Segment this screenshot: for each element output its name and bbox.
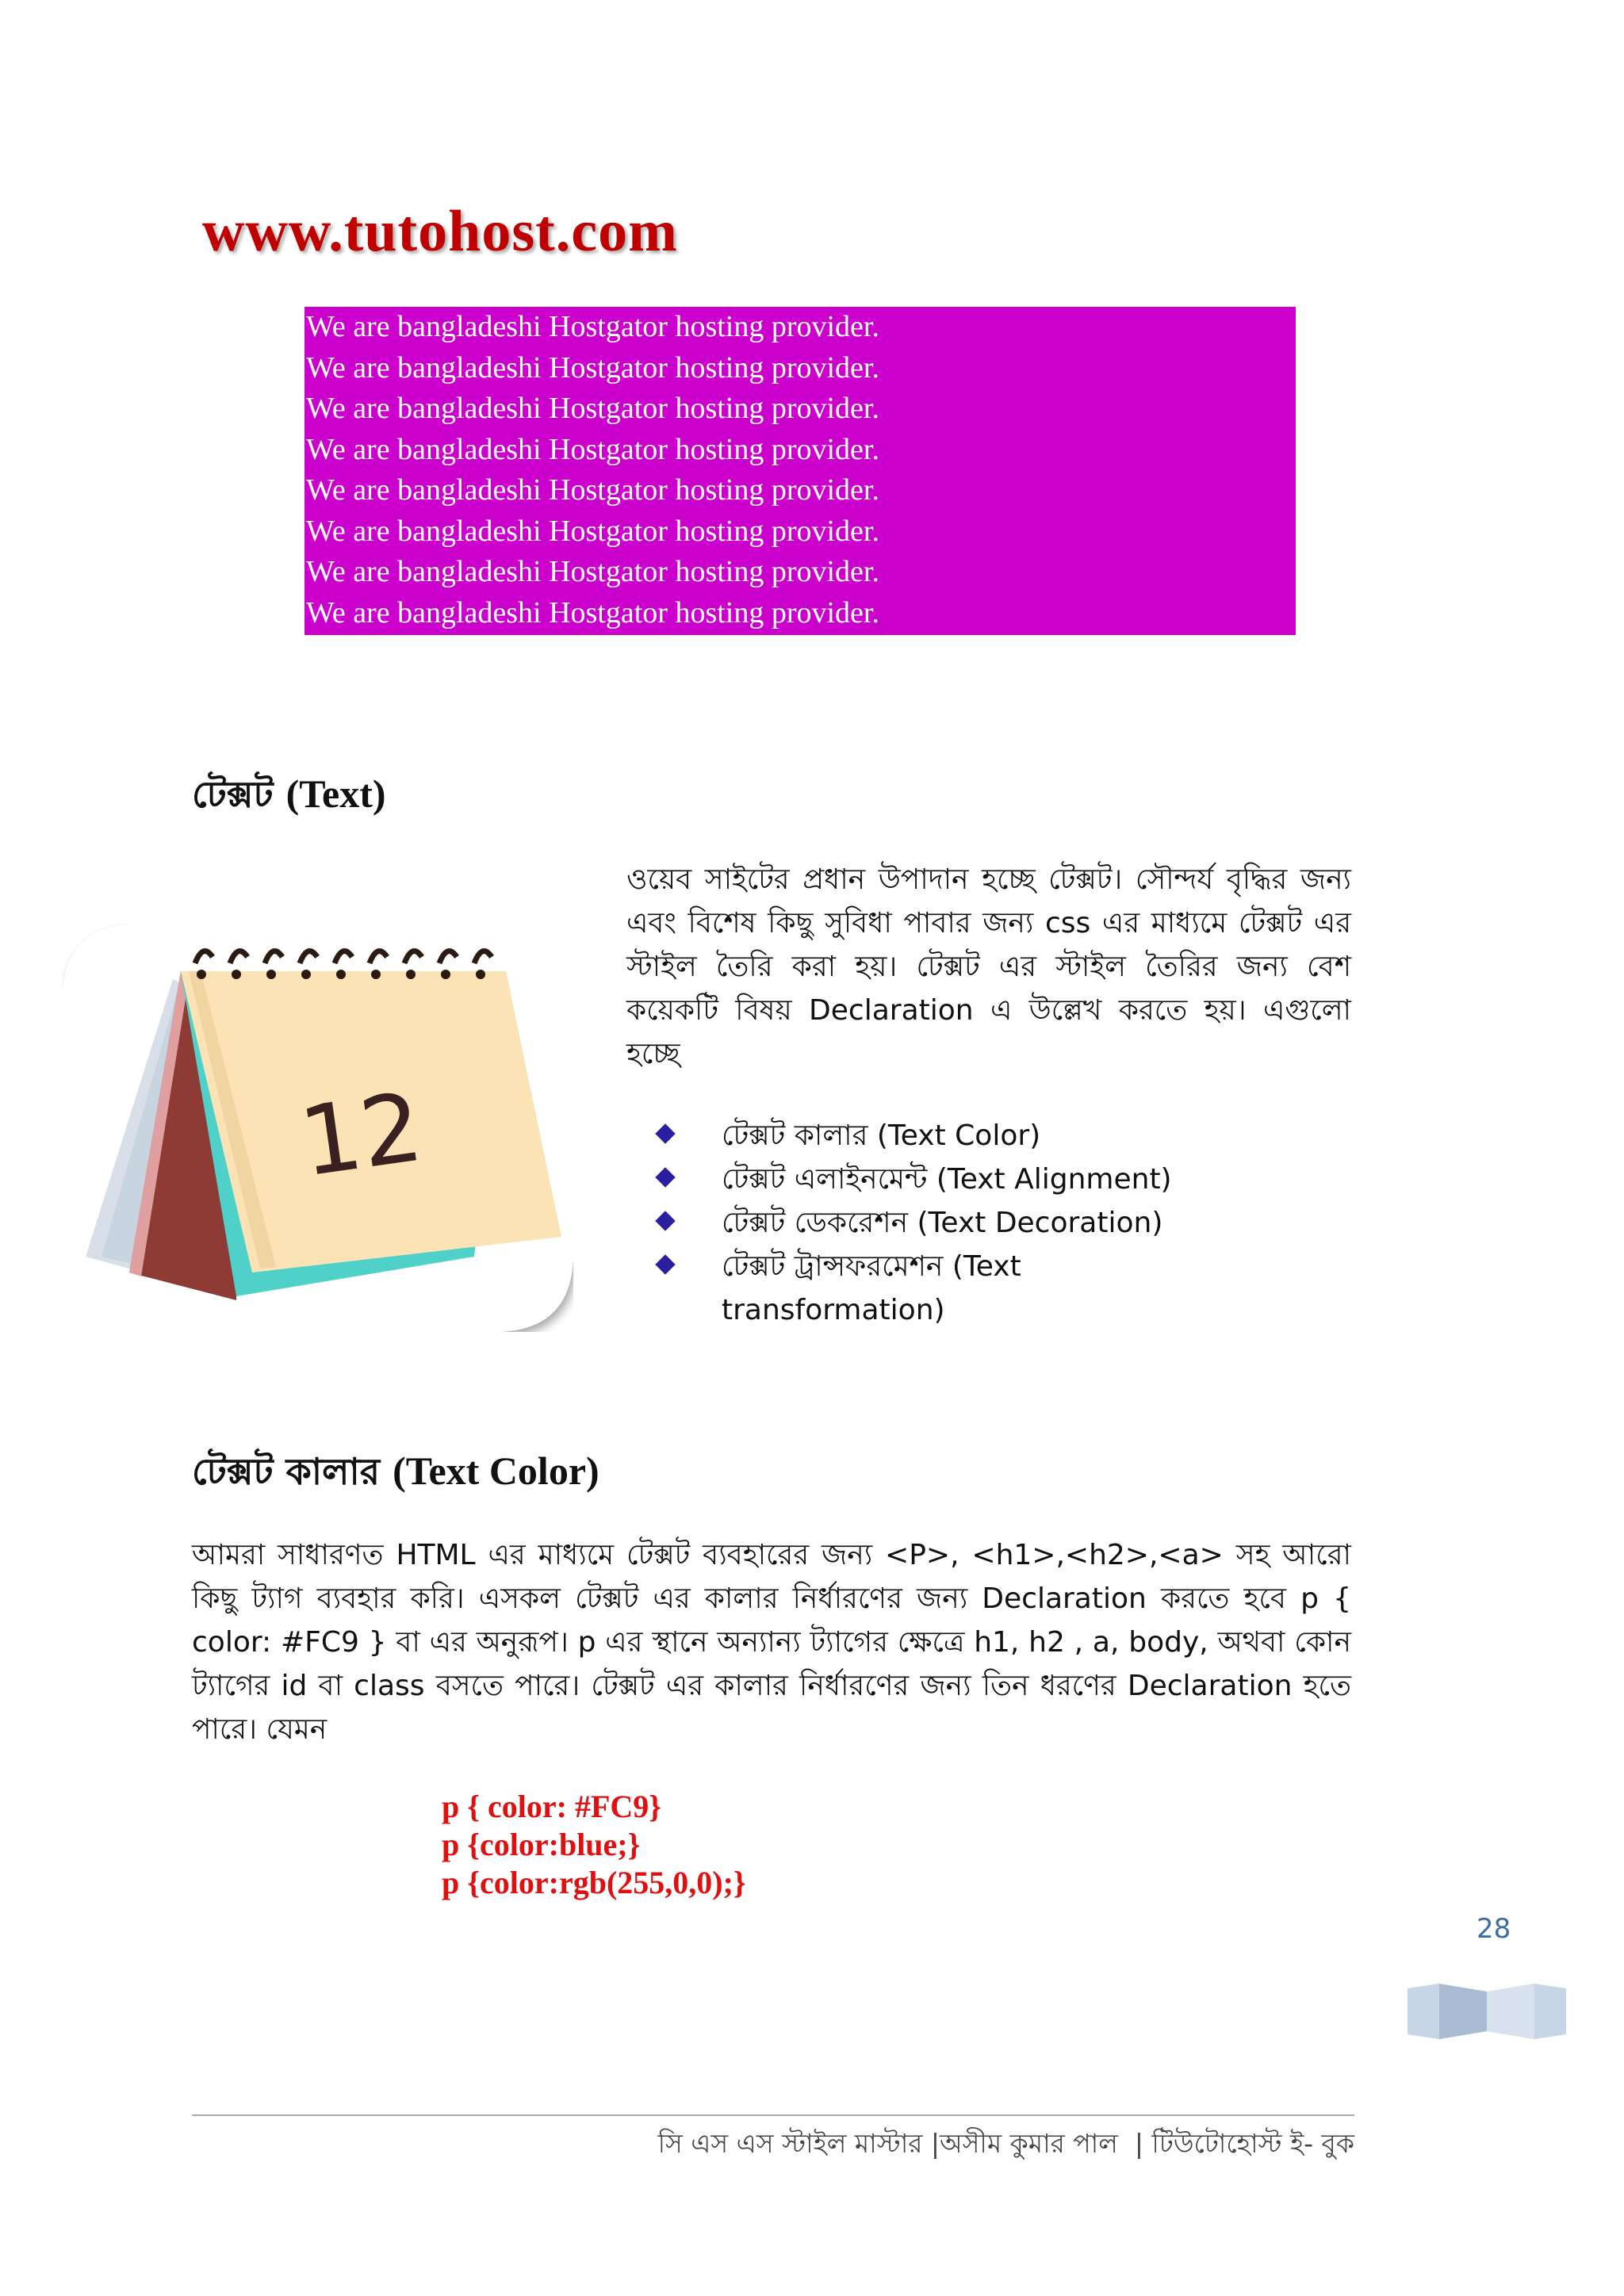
- heading-text-bn: টেক্সট: [192, 773, 286, 816]
- code-line: p {color:blue;}: [442, 1827, 641, 1862]
- demo-line: We are bangladeshi Hostgator hosting provider.: [306, 310, 879, 343]
- footer-divider: [192, 2114, 1354, 2116]
- list-item: টেক্সট কালার (Text Color): [650, 1114, 1205, 1158]
- feature-list: [650, 1114, 1205, 1332]
- heading-text-en: (Text): [285, 771, 386, 816]
- diamond-bullet-icon: [655, 1123, 675, 1143]
- list-item: টেক্সট এলাইনমেন্ট (Text Alignment): [650, 1158, 1205, 1201]
- demo-line: We are bangladeshi Hostgator hosting provider.: [306, 595, 879, 629]
- footer-text: সি এস এস স্টাইল মাস্টার |অসীম কুমার পাল | টিউটোহোস্ট ই- বুক: [657, 2128, 1354, 2159]
- heading-text-color: [192, 1445, 599, 1505]
- diamond-bullet-icon: [655, 1254, 675, 1274]
- code-line: p { color: #FC9}: [442, 1789, 662, 1824]
- list-item: টেক্সট ট্রান্সফরমেশন (Text transformation): [650, 1245, 1205, 1332]
- calendar-illustration: [62, 924, 573, 1332]
- calendar-number: 12: [293, 1072, 429, 1199]
- text-color-paragraph: আমরা সাধারণত HTML এর মাধ্যমে টেক্সট ব্যবহারের জন্য <P>, <h1>,<h2>,<a> সহ আরো কিছু ট্যাগ ব্যবহার করি। এসকল টেক্সট এর কালার নির্ধারণের জন্য Declaration করতে হবে p { color: #FC9 } বা এর অনুরূপ। p এর স্থানে অন্যান্য ট্যাগের ক্ষেত্রে h1, h2 , a, body, অথবা কোন ট্যাগের id বা class বসতে পারে। টেক্সট এর কালার নির্ধারণের জন্য তিন ধরণের Declaration হতে পারে। যেমন: [192, 1539, 1351, 1746]
- demo-line: We are bangladeshi Hostgator hosting provider.: [306, 392, 879, 425]
- demo-line: We are bangladeshi Hostgator hosting provider.: [306, 432, 879, 466]
- diamond-bullet-icon: [655, 1211, 675, 1230]
- heading-text-color-en: (Text Color): [393, 1448, 599, 1493]
- code-line: p {color:rgb(255,0,0);}: [442, 1865, 746, 1900]
- heading-text-color-bn: টেক্সট কালার: [192, 1450, 393, 1493]
- diamond-bullet-icon: [655, 1167, 675, 1187]
- demo-line: We are bangladeshi Hostgator hosting provider.: [306, 473, 879, 507]
- page-number: 28: [1477, 1913, 1511, 1945]
- demo-line: We are bangladeshi Hostgator hosting provider.: [306, 514, 879, 548]
- demo-line: We are bangladeshi Hostgator hosting provider.: [306, 350, 879, 385]
- site-url-watermark: www.tutohost.com: [202, 199, 678, 264]
- page-tab-decoration: [1408, 1982, 1566, 2041]
- demo-text-box: [304, 307, 1296, 635]
- code-example: [442, 1788, 746, 1902]
- intro-paragraph: ওয়েব সাইটের প্রধান উপাদান হচ্ছে টেক্সট। সৌন্দর্য বৃদ্ধির জন্য এবং বিশেষ কিছু সুবিধা পাবার জন্য css এর মাধ্যমে টেক্সট এর স্টাইল তৈরি করা হয়। টেক্সট এর স্টাইল তৈরির জন্য বেশ কয়েকটি বিষয় Declaration এ উল্লেখ করতে হয়। এগুলো হচ্ছে: [626, 863, 1351, 1070]
- heading-text: [192, 767, 386, 828]
- demo-line: We are bangladeshi Hostgator hosting provider.: [306, 555, 879, 588]
- list-item: টেক্সট ডেকরেশন (Text Decoration): [650, 1201, 1205, 1245]
